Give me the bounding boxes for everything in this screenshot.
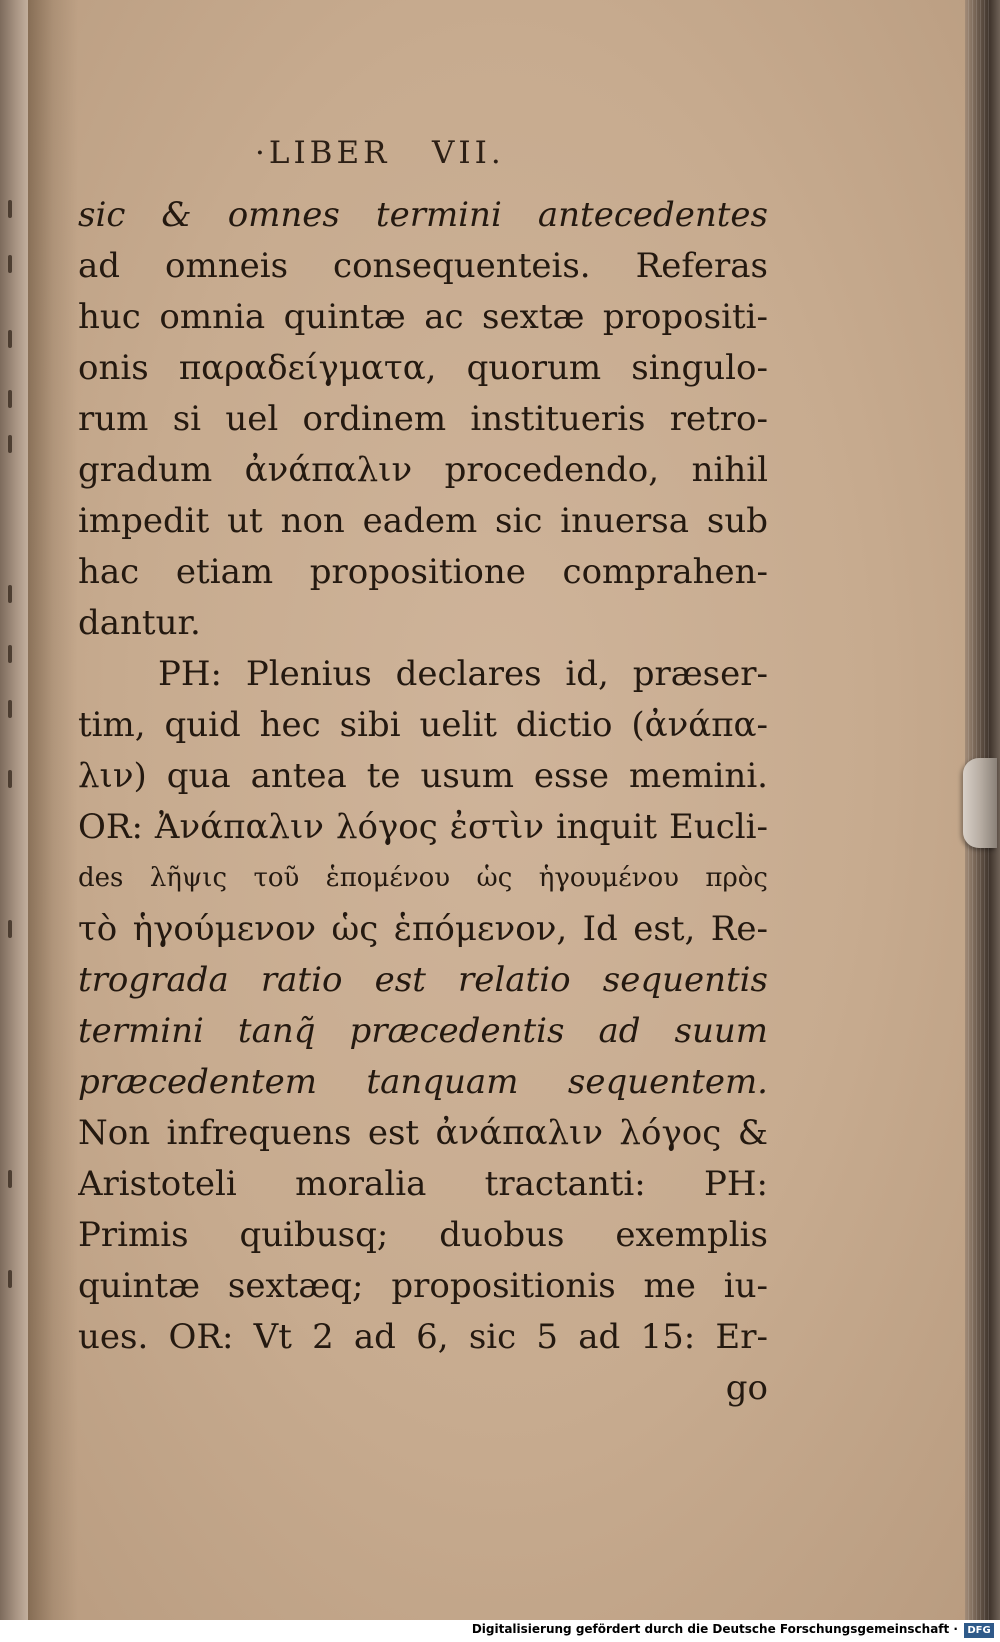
- text-line: Aristoteli moralia tractanti: PH:: [78, 1164, 768, 1204]
- text-line: gradum ἀνάπαλιν procedendo, nihil: [78, 450, 768, 490]
- text-line: ad omneis consequenteis. Referas: [78, 246, 768, 286]
- text-line: trograda ratio est relatio sequentis: [78, 960, 768, 1000]
- text-line: ues. OR: Vt 2 ad 6, sic 5 ad 15: Er-: [78, 1317, 768, 1357]
- text-line: rum si uel ordinem institueris retro-: [78, 399, 768, 439]
- text-line: impedit ut non eadem sic inuersa sub: [78, 501, 768, 541]
- text-line: Non infrequens est ἀνάπαλιν λόγος &: [78, 1113, 768, 1153]
- text-line: PH: Plenius declares id, præser-: [158, 654, 768, 694]
- footer-bar: [0, 1620, 1000, 1642]
- text-line: præcedentem tanquam sequentem.: [78, 1062, 768, 1102]
- text-line: τὸ ἡγούμενον ὡς ἑπόμενον, Id est, Re-: [78, 909, 768, 949]
- text-line: Primis quibusq; duobus exemplis: [78, 1215, 768, 1255]
- funding-credit: Digitalisierung gefördert durch die Deutsche Forschungsgemeinschaft ·: [471, 1622, 958, 1636]
- body-text: [78, 190, 768, 1414]
- text-line: sic & omnes termini antecedentes: [78, 195, 768, 235]
- text-line: tim, quid hec sibi uelit dictio (ἀνάπα-: [78, 705, 768, 745]
- left-page-bleed-marks: [8, 140, 26, 1440]
- catchword: go: [725, 1368, 768, 1408]
- page-clip: [963, 758, 997, 848]
- text-line: onis παραδείγματα, quorum singulo-: [78, 348, 768, 388]
- page-gutter-shadow: [28, 0, 78, 1620]
- text-line: λιν) qua antea te usum esse memini.: [78, 756, 768, 796]
- running-head: ·LIBER VII.: [255, 135, 505, 171]
- text-line: dantur.: [78, 603, 201, 643]
- dfg-logo: DFG: [964, 1623, 994, 1638]
- text-line: termini tanq̃ præcedentis ad suum: [78, 1011, 768, 1051]
- text-line: des λῆψις τοῦ ἑπομένου ὡς ἡγουμένου πρὸς: [78, 863, 768, 893]
- text-line: quintæ sextæq; propositionis me iu-: [78, 1266, 768, 1306]
- text-line: huc omnia quintæ ac sextæ propositi-: [78, 297, 768, 337]
- text-line: OR: Ἀνάπαλιν λόγος ἐστὶν inquit Eucli-: [78, 807, 768, 847]
- text-line: hac etiam propositione comprahen-: [78, 552, 768, 592]
